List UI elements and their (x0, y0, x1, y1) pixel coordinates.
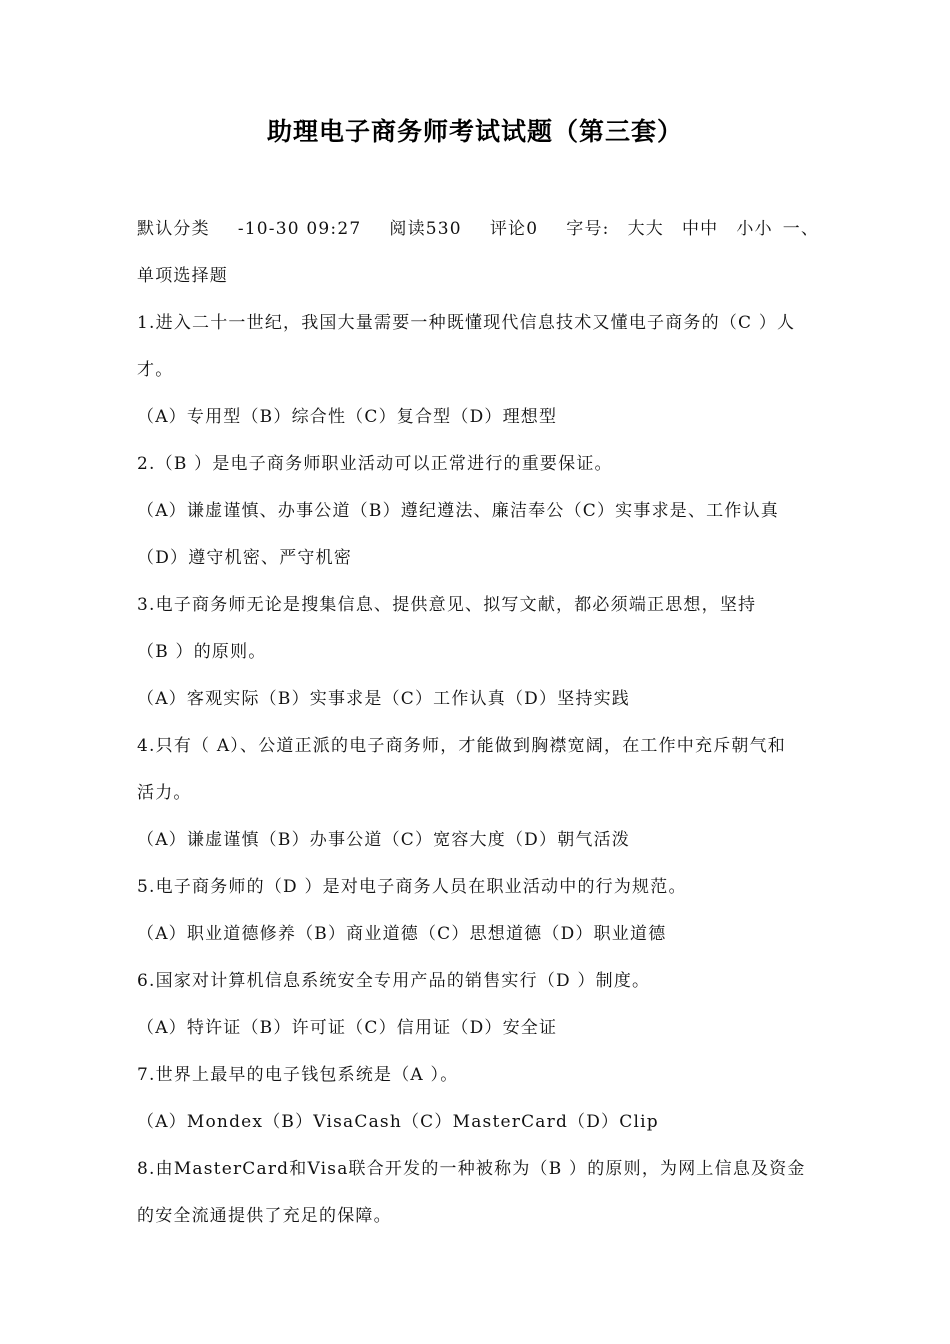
post-category: 默认分类 (137, 219, 210, 239)
font-size-label: 字号: (566, 219, 610, 239)
question-2-text: 2.（B ）是电子商务师职业活动可以正常进行的重要保证。 (137, 454, 613, 474)
question-1-text-cont: 才。 (137, 360, 174, 380)
font-size-medium-link[interactable]: 中中 (681, 219, 719, 239)
question-3-options: （A）客观实际（B）实事求是（C）工作认真（D）坚持实践 (137, 689, 631, 709)
question-5-options: （A）职业道德修养（B）商业道德（C）思想道德（D）职业道德 (137, 924, 667, 944)
question-2-options: （A）谦虚谨慎、办事公道（B）遵纪遵法、廉洁奉公（C）实事求是、工作认真 (137, 501, 779, 521)
post-meta-line (137, 216, 837, 263)
question-3-text: 3.电子商务师无论是搜集信息、提供意见、拟写文献，都必须端正思想，坚持 (137, 595, 757, 615)
post-comment-count: 评论0 (489, 219, 539, 239)
question-8-text: 8.由MasterCard和Visa联合开发的一种被称为（B ）的原则，为网上信息及资金 (137, 1159, 806, 1179)
section-heading: 单项选择题 (137, 266, 228, 286)
question-6-options: （A）特许证（B）许可证（C）信用证（D）安全证 (137, 1018, 558, 1038)
document-title: 助理电子商务师考试试题（第三套） (266, 117, 683, 146)
question-3-text-cont: （B ）的原则。 (137, 642, 267, 662)
question-8-text-cont: 的安全流通提供了充足的保障。 (137, 1206, 392, 1226)
post-read-count: 阅读530 (389, 219, 462, 239)
question-2-options-cont: （D）遵守机密、严守机密 (137, 548, 353, 568)
question-4-text-cont: 活力。 (137, 783, 192, 803)
question-4-text: 4.只有（ A）、公道正派的电子商务师，才能做到胸襟宽阔，在工作中充斥朝气和 (137, 736, 786, 756)
section-number: 一、 (782, 219, 820, 239)
question-6-text: 6.国家对计算机信息系统安全专用产品的销售实行（D ）制度。 (137, 971, 651, 991)
question-5-text: 5.电子商务师的（D ）是对电子商务人员在职业活动中的行为规范。 (137, 877, 687, 897)
document-body (137, 216, 837, 1250)
question-4-options: （A）谦虚谨慎（B）办事公道（C）宽容大度（D）朝气活泼 (137, 830, 631, 850)
question-7-text: 7.世界上最早的电子钱包系统是（A ）。 (137, 1065, 459, 1085)
question-1-options: （A）专用型（B）综合性（C）复合型（D）理想型 (137, 407, 558, 427)
font-size-small-link[interactable]: 小小 (736, 219, 773, 239)
question-7-options: （A）Mondex（B）VisaCash（C）MasterCard（D）Clip (137, 1112, 659, 1132)
question-1-text: 1.进入二十一世纪，我国大量需要一种既懂现代信息技术又懂电子商务的（C ）人 (137, 313, 796, 333)
post-date: -10-30 09:27 (237, 219, 362, 239)
font-size-large-link[interactable]: 大大 (627, 219, 664, 239)
